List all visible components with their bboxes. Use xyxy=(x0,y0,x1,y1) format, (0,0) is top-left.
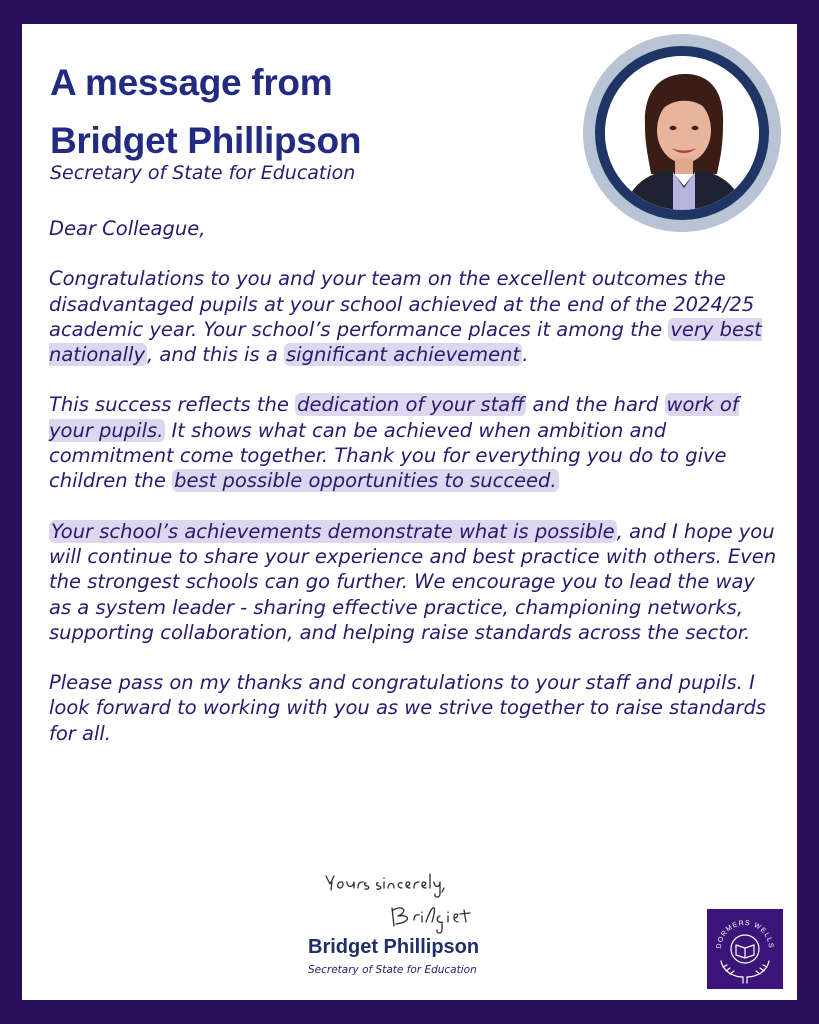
title-line-2: Bridget Phillipson xyxy=(50,120,362,161)
p1-text-b: , and this is a xyxy=(147,343,284,367)
p2-highlight-3: best possible opportunities to succeed. xyxy=(174,469,557,493)
greeting: Dear Colleague, xyxy=(49,217,206,240)
portrait-ring xyxy=(595,46,769,220)
handwritten-signature xyxy=(320,864,510,934)
p1-text-c: . xyxy=(522,343,529,367)
p3-highlight-1: Your school’s achievements demonstrate what is possible xyxy=(51,519,615,543)
portrait-photo xyxy=(605,56,759,210)
school-crest-icon xyxy=(707,909,783,989)
p3-text-a: , and I hope you will continue to share your experience and best practice with others. Even the strongest schools can go further. We encourage you to lead the way as a system leader - sharing effective practice, championing networks, supporting collaboration, and helping raise standards across the sector. xyxy=(49,519,777,644)
portrait xyxy=(583,34,781,232)
paragraph-2 xyxy=(49,392,779,493)
p2-text-a: This success reflects the xyxy=(49,393,296,417)
signature-text xyxy=(22,24,23,25)
p2-text-c: It shows what can be achieved when ambition and commitment come together. Thank you for everything you do to give children the xyxy=(49,418,727,493)
p2-highlight-2: work of your pupils. xyxy=(49,393,739,442)
page-subtitle: Secretary of State for Education xyxy=(50,162,356,184)
signoff-name: Bridget Phillipson xyxy=(308,936,480,958)
crest-text: DORMERS WELLS xyxy=(715,919,775,950)
portrait-illustration xyxy=(605,56,759,210)
school-crest-graphic xyxy=(707,909,783,989)
letter-card xyxy=(22,24,797,1000)
signoff-role: Secretary of State for Education xyxy=(308,964,477,976)
paragraph-3 xyxy=(49,519,779,645)
p1-highlight-2: significant achievement xyxy=(286,343,521,367)
letter-body xyxy=(49,216,779,771)
title-line-1: A message from xyxy=(50,62,333,103)
p1-text-a: Congratulations to you and your team on the excellent outcomes the disadvantaged pupils at your school achieved at the end of the 2024/25 academic year. Your school’s performance places it among the xyxy=(49,267,755,341)
page-title xyxy=(50,54,361,170)
p2-text-b: and the hard xyxy=(526,393,665,417)
paragraph-1 xyxy=(49,266,779,367)
p1-highlight-1: very best nationally xyxy=(49,317,762,367)
paragraph-4: Please pass on my thanks and congratulations to your staff and pupils. I look forward to working with you as we strive together to raise standards for all. xyxy=(49,671,767,745)
p2-highlight-1: dedication of your staff xyxy=(297,393,525,417)
